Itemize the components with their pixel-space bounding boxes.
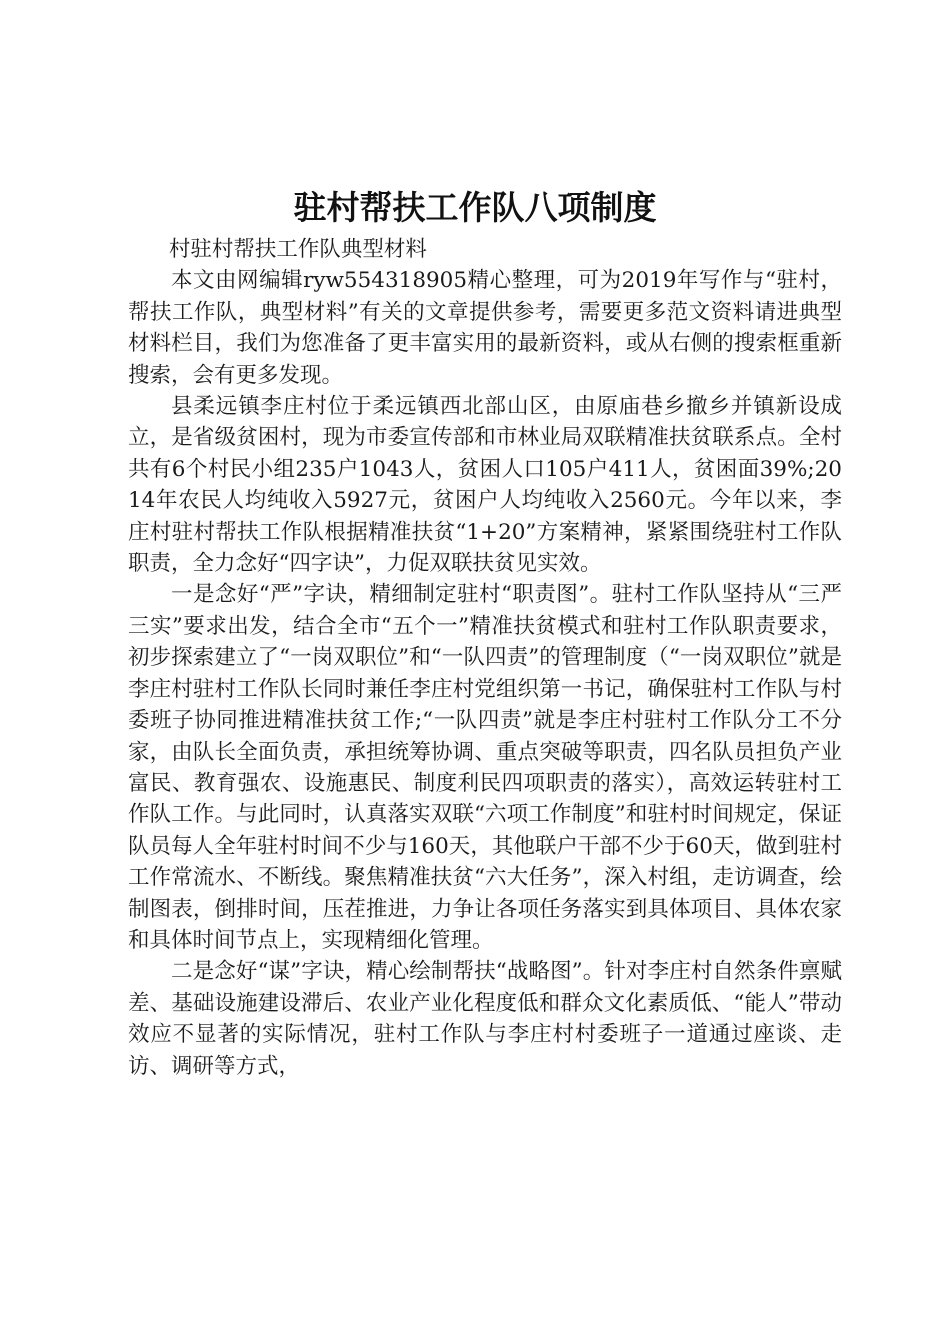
paragraph-plan-principle: 二是念好“谋”字诀，精心绘制帮扶“战略图”。针对李庄村自然条件禀赋差、基础设施建设滞后、农业产业化程度低和群众文化素质低、“能人”带动效应不显著的实际情况，驻村工作队与李庄村村委班子一道通过座谈、走访、调研等方式，	[128, 959, 842, 1079]
document-subtitle: 村驻村帮扶工作队典型材料	[168, 237, 427, 262]
document-title: 驻村帮扶工作队八项制度	[293, 188, 657, 227]
paragraph-intro-note: 本文由网编辑ryw554318905精心整理，可为2019年写作与“驻村，帮扶工作队，典型材料”有关的文章提供参考，需要更多范文资料请进典型材料栏目，我们为您准备了更丰富实用的最新资料，或从右侧的搜索框重新搜索，会有更多发现。	[128, 268, 842, 388]
paragraph-village-overview: 县柔远镇李庄村位于柔远镇西北部山区，由原庙巷乡撤乡并镇新设成立，是省级贫困村，现为市委宣传部和市林业局双联精准扶贫联系点。全村共有6个村民小组235户1043人，贫困人口105户411人，贫困面39%;2014年农民人均纯收入5927元，贫困户人均纯收入2560元。今年以来，李庄村驻村帮扶工作队根据精准扶贫“1+20”方案精神，紧紧围绕驻村工作队职责，全力念好“四字诀”，力促双联扶贫见实效。	[128, 394, 842, 577]
document-body	[128, 234, 842, 1082]
paragraph-strict-principle: 一是念好“严”字诀，精细制定驻村“职责图”。驻村工作队坚持从“三严三实”要求出发，结合全市“五个一”精准扶贫模式和驻村工作队职责要求，初步探索建立了“一岗双职位”和“一队四责”的管理制度（“一岗双职位”就是李庄村驻村工作队长同时兼任李庄村党组织第一书记，确保驻村工作队与村委班子协同推进精准扶贫工作;“一队四责”就是李庄村驻村工作队分工不分家，由队长全面负责，承担统筹协调、重点突破等职责，四名队员担负产业富民、教育强农、设施惠民、制度利民四项职责的落实），高效运转驻村工作队工作。与此同时，认真落实双联“六项工作制度”和驻村时间规定，保证队员每人全年驻村时间不少与160天，其他联户干部不少于60天，做到驻村工作常流水、不断线。聚焦精准扶贫“六大任务”，深入村组，走访调查，绘制图表，倒排时间，压茬推进，力争让各项任务落实到具体项目、具体农家和具体时间节点上，实现精细化管理。	[128, 582, 842, 953]
